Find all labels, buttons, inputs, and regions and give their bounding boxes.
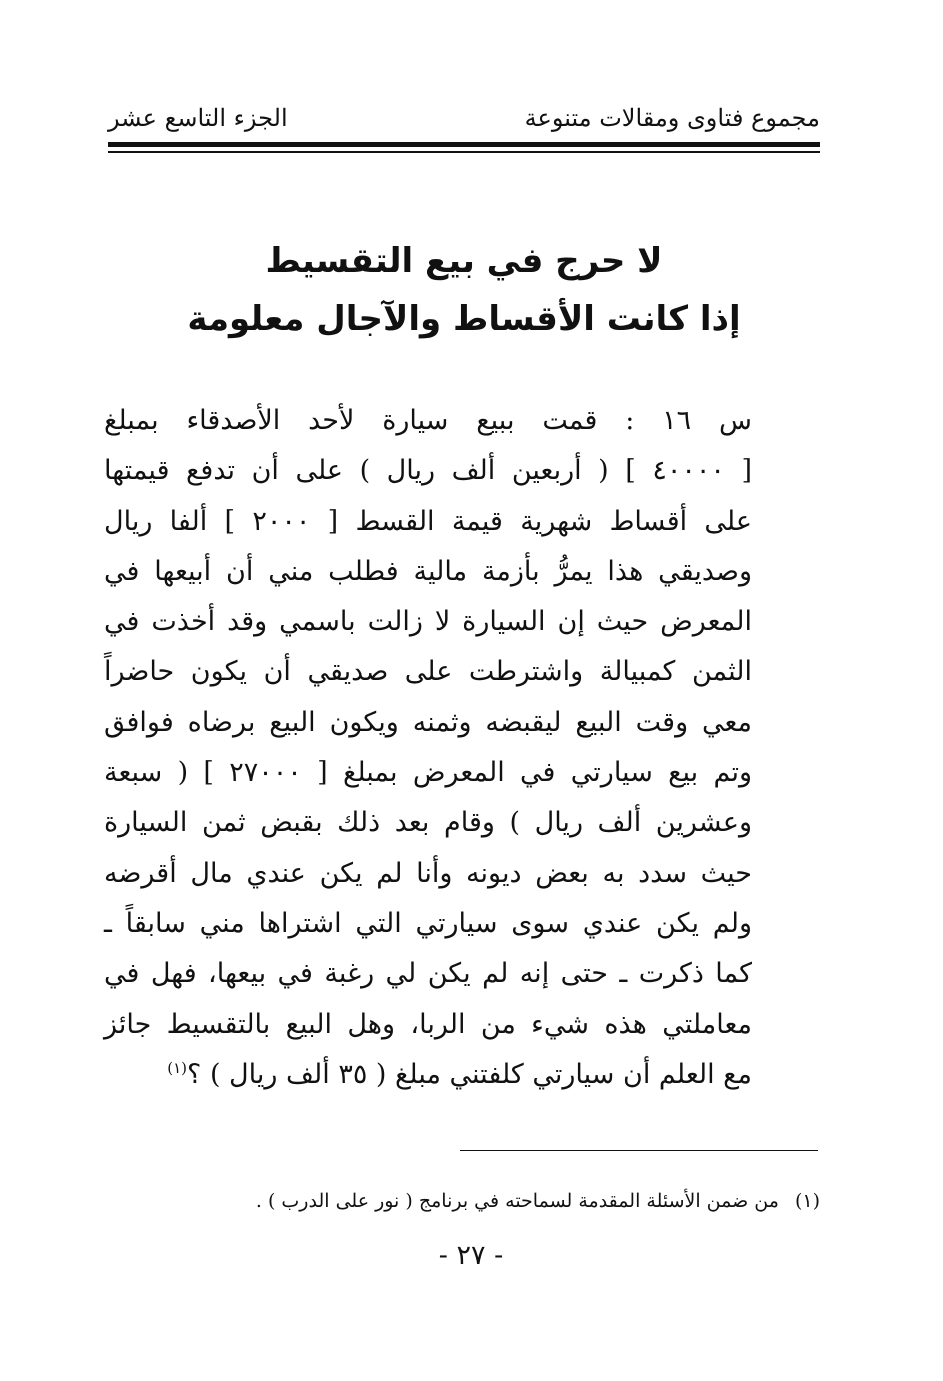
running-head [108,104,820,138]
volume-label: الجزء التاسع عشر [108,104,288,132]
question-line: على أقساط شهرية قيمة القسط [ ٢٠٠٠ ] ألفا ريال [104,505,752,537]
page-number: - ٢٧ - [438,1240,504,1271]
question-line: معاملتي هذه شيء من الربا، وهل البيع بالتقسيط جائز [104,1008,752,1040]
question-last-line [104,1050,752,1100]
footnote-text: من ضمن الأسئلة المقدمة لسماحته في برنامج ( نور على الدرب ) . [255,1190,779,1212]
question-line: معي وقت البيع ليقبضه وثمنه ويكون البيع برضاه فوافق [104,706,752,738]
question-line: وعشرين ألف ريال ) وقام بعد ذلك بقبض ثمن السيارة [104,807,752,839]
question-line: ولم يكن عندي سوى سيارتي التي اشتراها مني سابقاً ـ [104,907,752,939]
question-line: وصديقي هذا يمرُّ بأزمة مالية فطلب مني أن أبيعها في [104,555,752,587]
question-line: المعرض حيث إن السيارة لا زالت باسمي وقد أخذت في [104,606,752,638]
question-line: [ ٤٠٠٠٠ ] ( أربعين ألف ريال ) على أن تدفع قيمتها [104,455,752,487]
question-text [104,396,752,1100]
footnote [108,1190,820,1212]
footnote-separator [460,1150,818,1151]
question-line: حيث سدد به بعض ديونه وأنا لم يكن عندي مال أقرضه [104,857,752,889]
question-line: الثمن كمبيالة واشترطت على صديقي أن يكون حاضراً [104,656,752,688]
title-line-2: إذا كانت الأقساط والآجال معلومة [187,299,741,339]
footnote-reference[interactable]: (١) [167,1058,188,1077]
footnote-number: (١) [794,1190,820,1212]
question-line-text: مع العلم أن سيارتي كلفتني مبلغ ( ٣٥ ألف ريال ) ؟ [187,1058,752,1090]
fatwa-title [108,232,820,348]
header-rule-thin [108,151,820,153]
book-title: مجموع فتاوى ومقالات متنوعة [524,104,820,132]
question-line: س ١٦ : قمت ببيع سيارة لأحد الأصدقاء بمبلغ [104,405,753,436]
header-rule-thick [108,142,820,147]
question-line: كما ذكرت ـ حتى إنه لم يكن لي رغبة في بيعها، فهل في [104,958,752,990]
question-line: وتم بيع سيارتي في المعرض بمبلغ [ ٢٧٠٠٠ ] ( سبعة [104,757,752,789]
title-line-1: لا حرج في بيع التقسيط [265,241,663,281]
